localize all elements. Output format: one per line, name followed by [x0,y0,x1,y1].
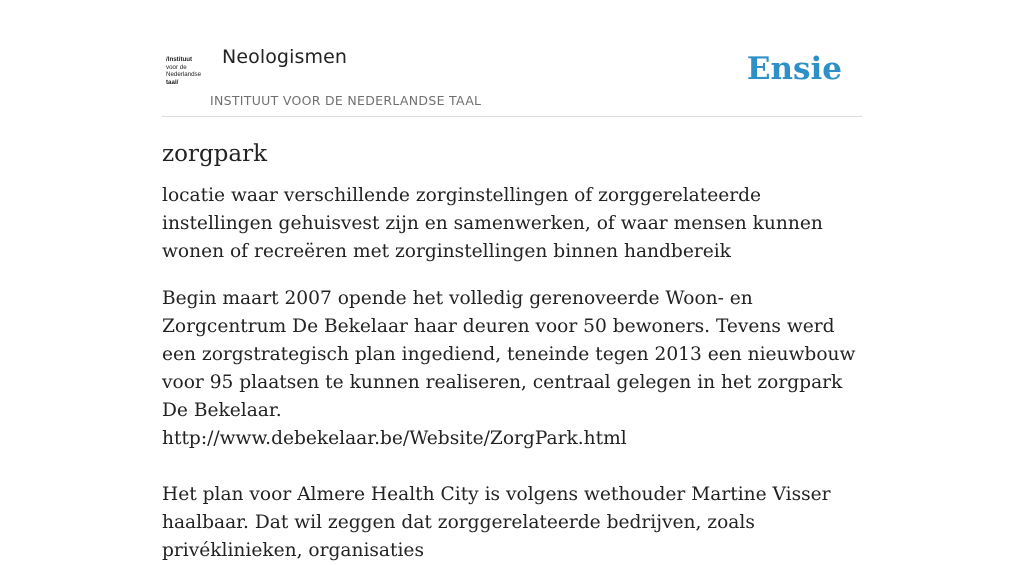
ensie-brand-link[interactable]: Ensie [746,51,842,87]
site-title-link[interactable]: Neologismen [222,46,348,68]
entry-term: zorgpark [162,141,268,167]
entry-definition: locatie waar verschillende zorginstellingen of zorggerelateerde instellingen gehuisvest zijn en samenwerken, of waar mensen kunnen wonen of recreëren met zorginstellingen binnen handbereik [162,185,823,262]
logo-line-2: voor de [166,63,187,71]
logo-line-4: taal/ [166,78,179,86]
ivdnt-logo[interactable] [166,56,210,90]
entry-content [162,138,864,565]
logo-line-3: Nederlandse [166,71,202,79]
entry-example-1 [162,285,864,453]
logo-line-1: /Instituut [166,56,193,63]
example-1-text: Begin maart 2007 opende het volledig gerenoveerde Woon- en Zorgcentrum De Bekelaar haar deuren voor 50 bewoners. Tevens werd een zorgstrategisch plan ingediend, teneinde tegen 2013 een nieuwbouw voor 95 plaatsen te kunnen realiseren, centraal gelegen in het zorgpark De Bekelaar. [162,288,856,421]
entry-example-2: Het plan voor Almere Health City is volgens wethouder Martine Visser haalbaar. Dat wil zeggen dat zorggerelateerde bedrijven, zoals privéklinieken, organisaties [162,484,831,561]
example-1-source-link[interactable]: http://www.debekelaar.be/Website/ZorgPark.html [162,428,627,449]
organization-name: INSTITUUT VOOR DE NEDERLANDSE TAAL [210,93,482,108]
header [162,40,862,117]
